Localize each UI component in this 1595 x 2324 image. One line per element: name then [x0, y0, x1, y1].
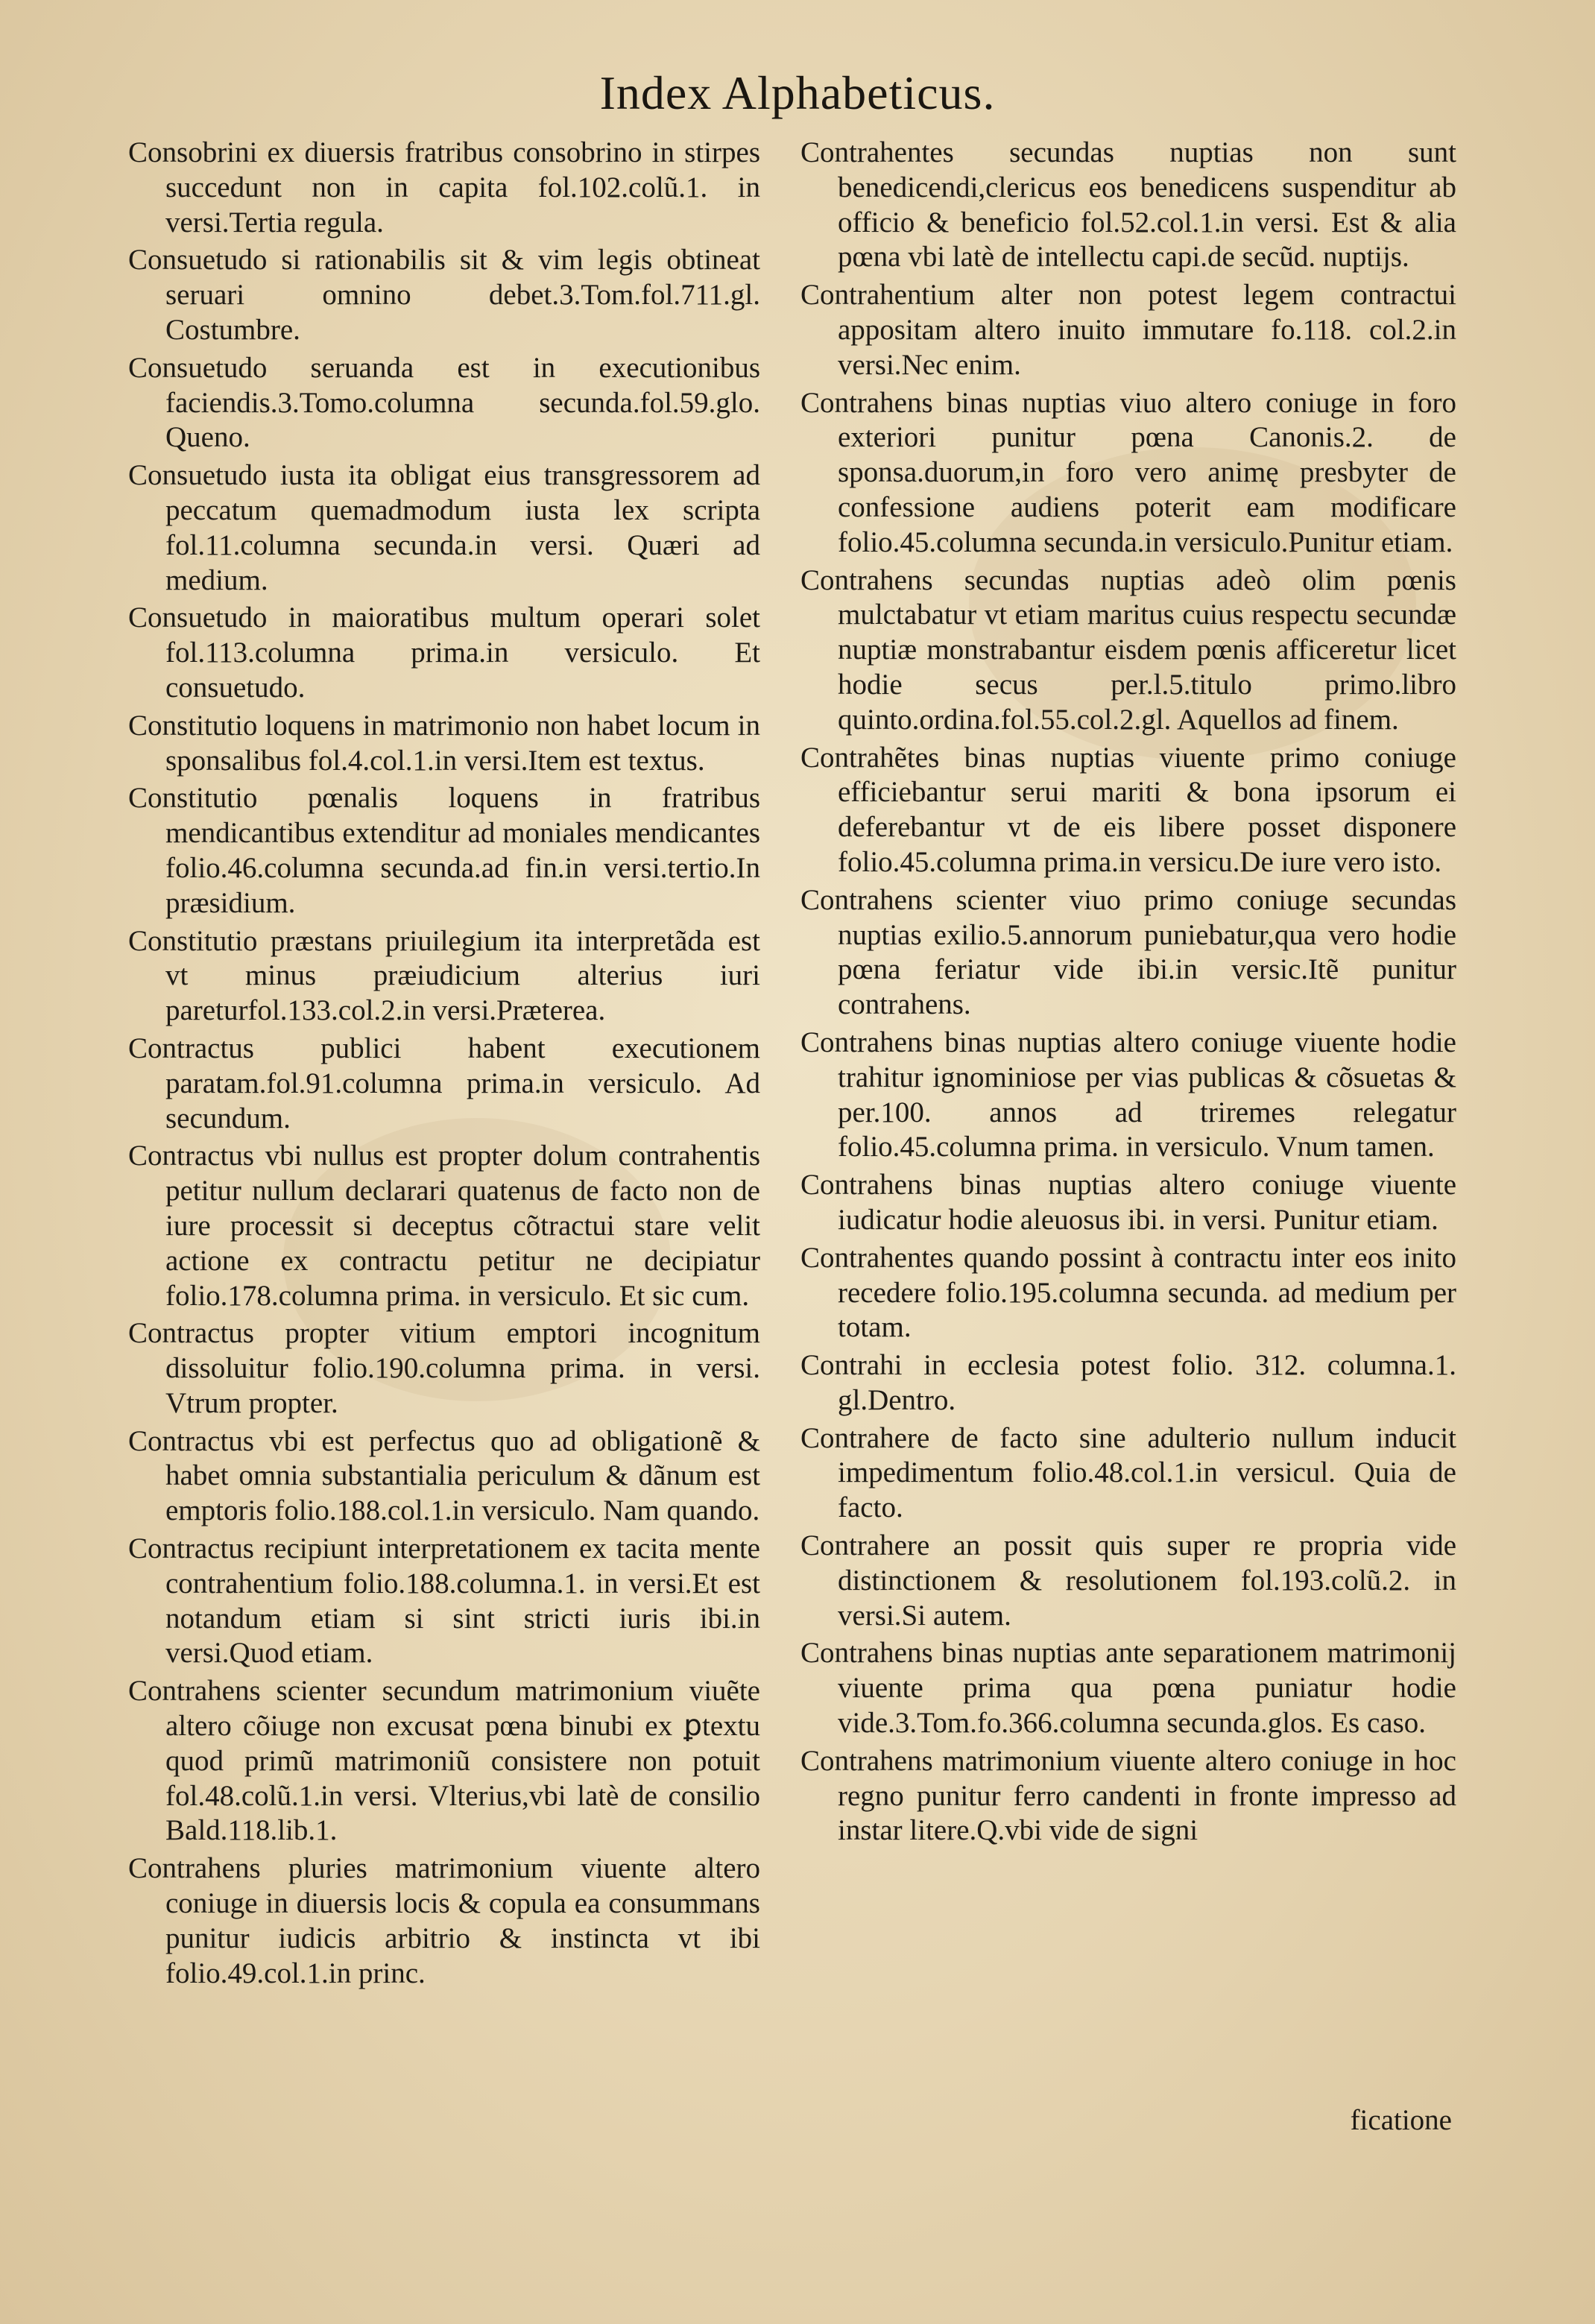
index-entry: Contractus vbi est perfectus quo ad obligationẽ & habet omnia substantialia periculum & dãnum est emptoris folio.188.col.1.in versiculo. Nam quando.: [128, 1424, 760, 1527]
index-entry: Contrahens scienter viuo primo coniuge secundas nuptias exilio.5.annorum puniebatur,qua vero hodie pœna feriatur vide ibi.in versic.Itẽ punitur contrahens.: [800, 883, 1456, 1021]
index-entry: Contractus publici habent executionem paratam.fol.91.columna prima.in versiculo. Ad secundum.: [128, 1032, 760, 1134]
page-title: Index Alphabeticus.: [599, 66, 996, 119]
index-entry: Contrahere de facto sine adulterio nullum inducit impedimentum folio.48.col.1.in versicul. Quia de facto.: [800, 1421, 1456, 1524]
index-entry: Contrahens pluries matrimonium viuente altero coniuge in diuersis locis & copula ea consummans punitur iudicis arbitrio & instincta vt ibi folio.49.col.1.in princ.: [128, 1852, 760, 1989]
index-entry: Contrahens binas nuptias viuo altero coniuge in foro exteriori punitur pœna Canonis.2. de sponsa.duorum,in foro vero animę presbyter de confessione audiens poterit eam modificare folio.45.columna secunda.in versiculo.Punitur etiam.: [800, 386, 1456, 558]
index-entry: Contractus propter vitium emptori incognitum dissoluitur folio.190.columna prima. in versi. Vtrum propter.: [128, 1317, 760, 1419]
index-entry: Consuetudo iusta ita obligat eius transgressorem ad peccatum quemadmodum iusta lex scripta fol.11.columna secunda.in versi. Quæri ad medium.: [128, 459, 760, 596]
catchword: ficatione: [1350, 2104, 1452, 2136]
index-entry: Constitutio loquens in matrimonio non habet locum in sponsalibus fol.4.col.1.in versi.Item est textus.: [128, 709, 760, 777]
index-entry: Constitutio præstans priuilegium ita interpretãda est vt minus præiudicium alterius iuri pareturfol.133.col.2.in versi.Præterea.: [128, 924, 760, 1027]
index-column-left: [128, 136, 760, 1994]
index-entry: Consuetudo si rationabilis sit & vim legis obtineat seruari omnino debet.3.Tom.fol.711.gl. Costumbre.: [128, 244, 760, 346]
index-entry: Contrahentium alter non potest legem contractui appositam altero inuito immutare fo.118. col.2.in versi.Nec enim.: [800, 279, 1456, 381]
index-entry: Constitutio pœnalis loquens in fratribus mendicantibus extenditur ad moniales mendicantes folio.46.columna secunda.ad fin.in versi.tertio.In præsidium.: [128, 782, 760, 919]
index-entry: Consuetudo in maioratibus multum operari solet fol.113.columna prima.in versiculo. Et consuetudo.: [128, 601, 760, 704]
index-entry: Contrahens scienter secundum matrimonium viuẽte altero cõiuge non excusat pœna binubi ex ꝑtextu quod primũ matrimoniũ consistere non potuit fol.48.colũ.1.in versi. Vlterius,vbi latè de consilio Bald.118.lib.1.: [128, 1675, 760, 1847]
index-entry: Contrahẽtes binas nuptias viuente primo coniuge efficiebantur serui mariti & bona ipsorum ei deferebantur vt de eis libere posset disponere folio.45.columna prima.in versicu.De iure vero isto.: [800, 741, 1456, 878]
index-entry: Contrahi in ecclesia potest folio. 312. columna.1. gl.Dentro.: [800, 1349, 1456, 1416]
index-entry: Contrahentes secundas nuptias non sunt benedicendi,clericus eos benedicens suspenditur ab officio & beneficio fol.52.col.1.in versi. Est & alia pœna vbi latè de intellectu capi.de secũd. nuptijs.: [800, 136, 1456, 274]
index-entry: Contractus recipiunt interpretationem ex tacita mente contrahentium folio.188.columna.1. in versi.Et est notandum etiam si sint stricti iuris ibi.in versi.Quod etiam.: [128, 1532, 760, 1670]
index-entry: Consobrini ex diuersis fratribus consobrino in stirpes succedunt non in capita fol.102.colũ.1. in versi.Tertia regula.: [128, 136, 760, 239]
index-entry: Contrahere an possit quis super re propria vide distinctionem & resolutionem fol.193.colũ.2. in versi.Si autem.: [800, 1529, 1456, 1632]
index-entry: Contrahens binas nuptias altero coniuge viuente hodie trahitur ignominiose per vias publicas & cõsuetas & per.100. annos ad triremes relegatur folio.45.columna prima. in versiculo. Vnum tamen.: [800, 1026, 1456, 1163]
index-entry: Contrahentes quando possint à contractu inter eos inito recedere folio.195.columna secunda. ad medium per totam.: [800, 1241, 1456, 1344]
index-column-right: [800, 136, 1456, 1851]
index-entry: Consuetudo seruanda est in executionibus faciendis.3.Tomo.columna secunda.fol.59.glo. Queno.: [128, 351, 760, 454]
index-entry: Contractus vbi nullus est propter dolum contrahentis petitur nullum declarari quatenus de facto non de iure processit si deceptus cõtractui stare velit actione ex contractu petitur ne decipiatur folio.178.columna prima. in versiculo. Et sic cum.: [128, 1140, 760, 1312]
index-entry: Contrahens binas nuptias ante separationem matrimonij viuente prima qua pœna puniatur hodie vide.3.Tom.fo.366.columna secunda.glos. Es caso.: [800, 1637, 1456, 1740]
index-entry: Contrahens secundas nuptias adeò olim pœnis mulctabatur vt etiam maritus cuius respectu secundæ nuptiæ monstrabantur eisdem pœnis afficeretur licet hodie secus per.l.5.titulo primo.libro quinto.ordina.fol.55.col.2.gl. Aquellos ad finem.: [800, 563, 1456, 736]
index-entry: Contrahens matrimonium viuente altero coniuge in hoc regno punitur ferro candenti in fronte impresso ad instar litere.Q.vbi vide de signi: [800, 1744, 1456, 1847]
index-entry: Contrahens binas nuptias altero coniuge viuente iudicatur hodie aleuosus ibi. in versi. Punitur etiam.: [800, 1169, 1456, 1236]
